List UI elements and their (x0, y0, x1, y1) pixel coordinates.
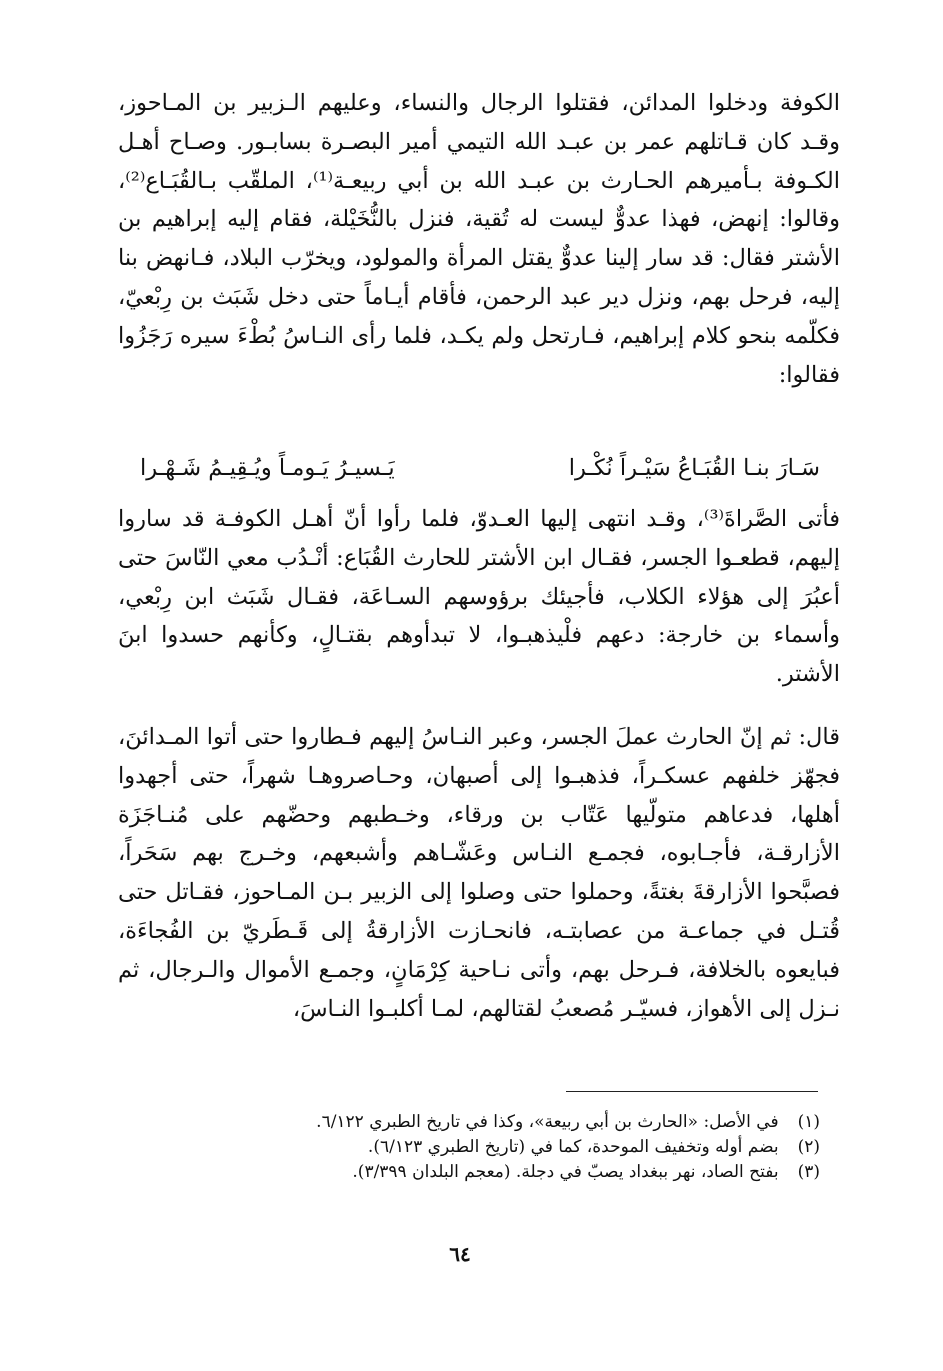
footnote-2 (200, 1135, 820, 1160)
poem-verse (140, 446, 820, 490)
footnote-number: (٣) (797, 1162, 820, 1182)
footnote-number: (٢) (797, 1137, 820, 1157)
footnote-text: بفتح الصاد، نهر ببغداد يصبّ في دجلة. (معجم البلدان ٣/٣٩٩). (352, 1162, 779, 1182)
body-paragraph-2: فأتى الصَّراةَ⁽³⁾، وقـد انتهى إليها العـدوّ، فلما رأوا أنّ أهـل الكوفـة قد ساروا إليهم، قطعـوا الجسر، فقـال ابن الأشتر للحارث القُبَاع: أنْـدُب معي النّاسَ حتى أعبُرَ إلى هؤلاء الكلاب، فأجيئك برؤوسهم السـاعَة، فقـال شَبَث ابن رِبْعي، وأسماء بن خارجة: دعهم فلْيذهبـوا، لا تبدأوهم بقتـالٍ، وكأنهم حسدوا ابنَ الأشتر. (118, 506, 840, 688)
verse-hemistich-1: سَـارَ بنـا القُبَـاعُ سَيْـراً نُكْـرا (568, 455, 820, 481)
footnote-1 (200, 1110, 820, 1135)
footnote-3 (200, 1160, 820, 1185)
footnote-text: في الأصل: «الحارث بن أبي ربيعة»، وكذا في تاريخ الطبري ٦/١٢٢. (316, 1112, 779, 1132)
footnote-text: بضم أوله وتخفيف الموحدة، كما في (تاريخ الطبري ٦/١٢٣). (367, 1137, 779, 1157)
footnote-separator (566, 1091, 818, 1092)
body-paragraph-1: الكوفة ودخلوا المدائن، فقتلوا الرجال والنساء، وعليهم الـزبير بن المـاحوز، وقـد كان قـاتلهم عمر بن عبـد الله التيمي أمير البصـرة بسابـور. وصـاح أهـل الكـوفة بـأميرهم الحـارث بن عبـد الله بن أبي ربيعـة⁽¹⁾، الملقّب بـالقُبَـاع⁽²⁾، وقالوا: إنهض، فهذا عدوٌّ ليست له تُقية، فنزل بالنُّخَيْلة، فقام إليه إبراهيم بن الأشتر فقال: قد سار إلينا عدوٌّ يقتل المرأة والمولود، ويخرّب البلاد، فـانهض بنا إليه، فرحل بهم، ونزل دير عبد الرحمن، فأقام أيـاماً حتى دخل شَبَث بن رِبْعيّ، فكلّمه بنحو كلام إبراهيم، فـارتحل ولم يكـد، فلما رأى النـاسُ بُطْءَ سيره رَجَزُوا فقالوا: (118, 90, 840, 388)
footnotes (200, 1110, 820, 1185)
footnote-number: (١) (797, 1112, 820, 1132)
page-number: ٦٤ (449, 1242, 471, 1266)
verse-hemistich-2: يَـسيـرُ يَـومـاً ويُـقِيـمُ شَـهْـرا (140, 455, 395, 481)
body-paragraph-3: قال: ثم إنّ الحارث عملَ الجسر، وعبر النـاسُ إليهم فـطاروا حتى أتوا المـدائنَ، فجهّز خلفهم عسكـراً، فذهبـوا إلى أصبهان، وحـاصروهـا شهراً، حتى أجهدوا أهلها، فدعاهم متولّيها عَتّاب بن ورقاء، وخـطبهم وحضّهم على مُنـاجَزَة الأزارقـة، فأجـابوه، فجمـع النـاس وعَشّـاهم وأشبعهم، وخـرج بهم سَحَراً، فصبَّحوا الأزارقةَ بغتةً، وحملوا حتى وصلوا إلى الزبير بـن المـاحوز، فقـاتل حتى قُتـل في جماعـة من عصابتـه، فانحـازت الأزارقةُ إلى قَـطَريّ بن الفُجاءَة، فبايعوه بالخلافة، فـرحل بهم، وأتى نـاحية كِرْمَانٍ، وجمـع الأموال والـرجال، ثم نـزل إلى الأهواز، فسيّـر مُصعبُ لقتالهم، لمـا أكلبـوا النـاسَ، (118, 724, 840, 1022)
